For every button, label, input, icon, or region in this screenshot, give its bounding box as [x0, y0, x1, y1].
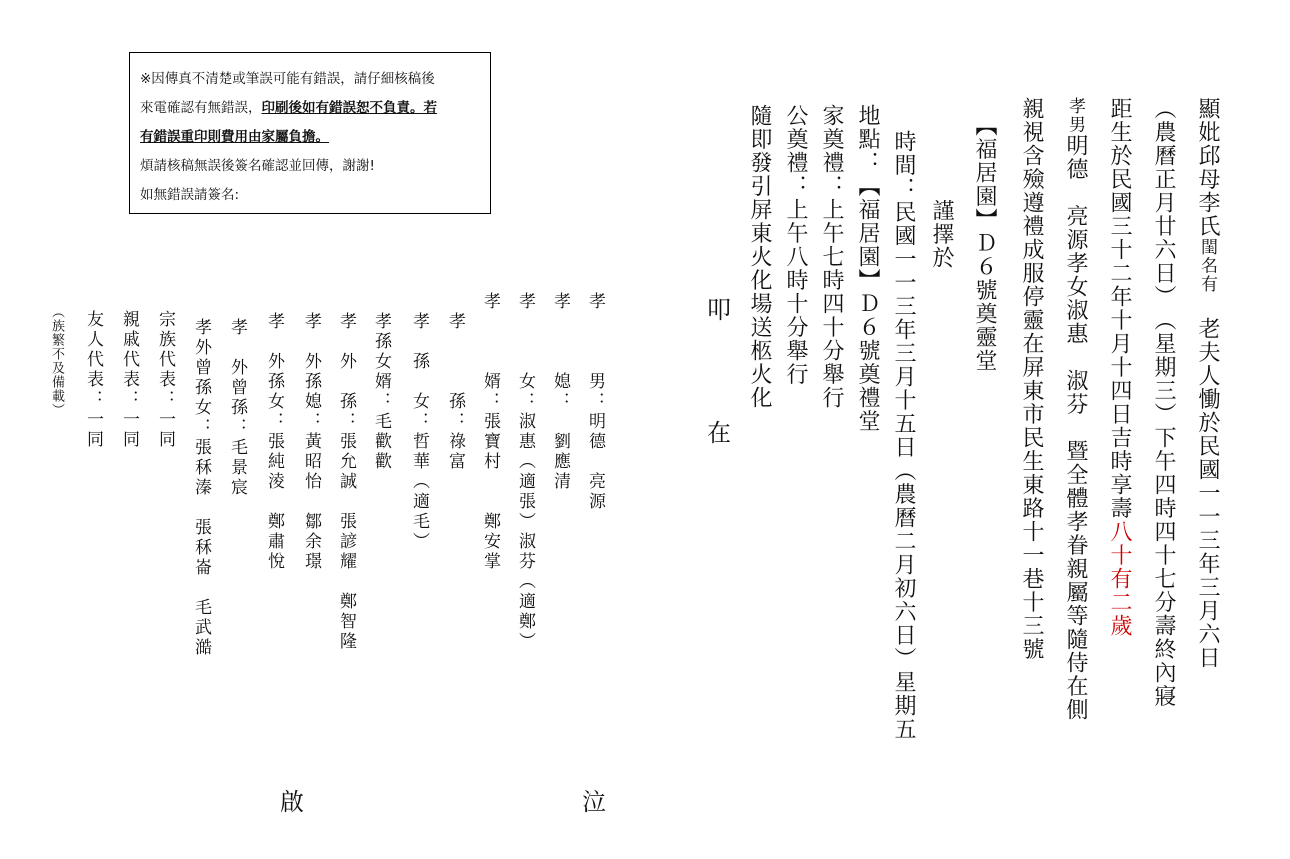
- obituary-kou: 叩: [707, 296, 731, 324]
- obituary-column-8: 時間：民國一一三年三月十五日︵農曆二月初六日︶星期五: [891, 130, 916, 741]
- notice-line-4: 煩請核稿無誤後簽名確認並回傳，謝謝!: [140, 158, 375, 174]
- closing-qi-start: 啟: [280, 788, 304, 816]
- mourner-1: 孝 男：明德 亮源: [585, 292, 605, 512]
- obituary-column-7: 謹擇於: [929, 152, 954, 270]
- mourner-14: 親戚代表：一同: [119, 310, 139, 450]
- notice-line-3: [140, 123, 482, 152]
- obituary-column-2: ︵農曆正月廿六日︶︵星期三︶下午四時四十七分壽終內寢: [1151, 97, 1176, 708]
- obituary-column-5: 親視含殮遵禮成服停靈在屏東市民生東路十一巷十三號: [1019, 97, 1044, 661]
- notice-box: [129, 52, 491, 214]
- notice-line-2-bold: 印刷後如有錯誤恕不負責。若: [261, 100, 437, 116]
- notice-line-2-text: 來電確認有無錯誤，: [140, 100, 262, 116]
- mourner-6: 孝 孫 女：哲華︵適毛︶: [409, 312, 429, 552]
- mourner-9: 孝 外孫媳：黃昭怡 鄒余璟: [301, 312, 321, 572]
- obituary-age-red: 八十有二歲: [1107, 520, 1132, 638]
- obituary-c4: 明德 亮源孝女淑惠 淑芬 暨全體孝眷親屬等隨侍在側: [1063, 134, 1088, 722]
- mourner-5: 孝 孫：祿富: [445, 312, 465, 472]
- mourner-11: 孝 外曾孫：毛景宸: [227, 318, 247, 498]
- footnote: ︵族繁不及備載︶: [49, 305, 64, 417]
- obituary-column-6: 【福居園】Ｄ６號奠靈堂: [972, 114, 997, 373]
- notice-line-2: [140, 94, 482, 123]
- mourner-10: 孝 外孫女：張純淩 鄭肅悅: [264, 312, 284, 572]
- obituary-column-3: [1108, 97, 1130, 638]
- mourner-3: 孝 女：淑惠︵適張︶淑芬︵適鄭︶: [515, 292, 535, 652]
- closing-qi: 泣: [582, 788, 606, 816]
- obituary-c1-b: 老夫人慟於民國一一三年三月六日: [1195, 293, 1220, 670]
- obituary-column-11: 公奠禮：上午八時十分舉行: [783, 104, 808, 386]
- notice-line-5: 如無錯誤請簽名:: [140, 187, 240, 203]
- obituary-column-1: [1196, 97, 1218, 670]
- obituary-column-4: [1064, 97, 1086, 722]
- mourner-12: 孝外曾孫女：張秝溱 張秝崙 毛武澔: [191, 318, 211, 658]
- mourner-13: 宗族代表：一同: [155, 310, 175, 450]
- obituary-column-9: 地點：【福居園】Ｄ６號奠禮堂: [855, 104, 880, 433]
- mourner-15: 友人代表：一同: [83, 310, 103, 450]
- obituary-c4-small: 孝男: [1065, 97, 1085, 134]
- mourner-2: 孝 媳： 劉應清: [550, 292, 570, 492]
- obituary-c3-a: 距生於民國三十二年十月十四日吉時享壽: [1107, 97, 1132, 520]
- obituary-c1: 顯妣邱母李氏: [1195, 97, 1220, 238]
- obituary-column-10: 家奠禮：上午七時四十分舉行: [819, 104, 844, 410]
- obituary-c1-small: 閨名有: [1197, 238, 1217, 294]
- notice-line-3-bold: 有錯誤重印則費用由家屬負擔。: [140, 129, 329, 145]
- obituary-column-12: 隨即發引屏東火化場送柩火化: [747, 104, 772, 410]
- mourner-4: 孝 婿：張寶村 鄭安掌: [480, 292, 500, 572]
- mourner-7: 孝孫女婿：毛歡歡: [371, 312, 391, 472]
- obituary-zai: 在: [707, 419, 731, 447]
- notice-line-1: ※因傳真不清楚或筆誤可能有錯誤，請仔細核稿後: [140, 71, 435, 87]
- mourner-8: 孝 外 孫：張允誠 張諺耀 鄭智隆: [336, 312, 356, 652]
